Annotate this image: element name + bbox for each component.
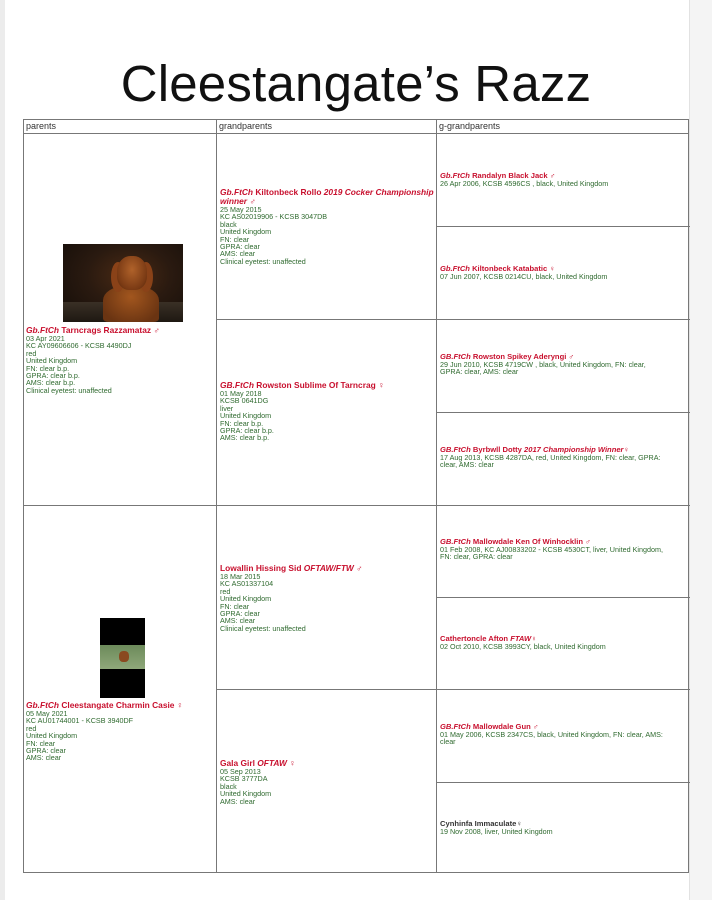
ggp-divider-2 <box>436 412 690 413</box>
ggrandparent-cell-7: GB.FtCh Mallowdale Gun ♂ 01 May 2006, KCSB 2347CS, black, United Kingdom, FN: clear, AMS: clear <box>440 722 663 747</box>
ggrandparent-cell-6: Cathertoncle Afton FTAW♀ 02 Oct 2010, KCSB 3993CY, black, United Kingdom <box>440 634 606 651</box>
page-title: Cleestangate’s Razz <box>120 55 592 112</box>
ggrandparent-cell-2: Gb.FtCh Kiltonbeck Katabatic ♀ 07 Jun 2007, KCSB 0214CU, black, United Kingdom <box>440 264 608 281</box>
ggp-divider-a <box>436 319 690 320</box>
parent-divider <box>24 505 216 506</box>
dam-photo <box>100 618 145 698</box>
right-edge <box>689 0 712 900</box>
grandparent-cell-3: Lowallin Hissing Sid OFTAW/FTW ♂ 18 Mar 2015 KC AS01337104 red United Kingdom FN: clear GPRA: clear AMS: clear Clinical eyetest: unaffected <box>220 563 363 633</box>
grandparent-cell-2: GB.FtCh Rowston Sublime Of Tarncrag ♀ 01 May 2018 KCSB 0641DG liver United Kingdom FN: clear b.p. GPRA: clear b.p. AMS: clear b.p. <box>220 380 385 443</box>
left-edge <box>0 0 5 900</box>
ggrandparent-cell-8: Cynhinfa Immaculate♀ 19 Nov 2008, liver, United Kingdom <box>440 819 553 836</box>
pedigree-table <box>23 119 689 873</box>
header-ggrandparents: g-grandparents <box>439 121 501 131</box>
ggrandparent-cell-3: GB.FtCh Rowston Spikey Aderyngi ♂ 29 Jun 2010, KCSB 4719CW , black, United Kingdom, FN: clear, GPRA: clear, AMS: clear <box>440 352 646 377</box>
ggp-divider-1 <box>436 226 690 227</box>
ggrandparent-cell-5: GB.FtCh Mallowdale Ken Of Winhocklin ♂ 01 Feb 2008, KC AJ00833202 - KCSB 4530CT, liver, United Kingdom, FN: clear, GPRA: clear <box>440 537 663 562</box>
ggp-divider-4 <box>436 782 690 783</box>
ggrandparent-cell-4: GB.FtCh Byrbwll Dotty 2017 Championship Winner♀ 17 Aug 2013, KCSB 4287DA, red, United Kingdom, FN: clear, GPRA: clear, AMS: clear <box>440 445 661 470</box>
ggp-divider-3 <box>436 597 690 598</box>
grandparent-cell-4: Gala Girl OFTAW ♀ 05 Sep 2013 KCSB 3777DA black United Kingdom AMS: clear <box>220 758 296 806</box>
col-divider-2 <box>436 120 437 872</box>
col-divider-1 <box>216 120 217 872</box>
sire-photo <box>63 244 183 322</box>
header-divider <box>24 133 688 134</box>
header-parents: parents <box>26 121 57 131</box>
header-grandparents: grandparents <box>219 121 273 131</box>
ggrandparent-cell-1: Gb.FtCh Randalyn Black Jack ♂ 26 Apr 2006, KCSB 4596CS , black, United Kingdom <box>440 171 609 188</box>
dam-cell: Gb.FtCh Cleestangate Charmin Casie ♀ 05 May 2021 KC AU01744001 - KCSB 3940DF red United Kingdom FN: clear GPRA: clear AMS: clear <box>26 700 184 763</box>
grandparent-cell-1: Gb.FtCh Kiltonbeck Rollo 2019 Cocker Championship winner ♂ 25 May 2015 KC AS02019906 - KCSB 3047DB black United Kingdom FN: clear GPRA: clear AMS: clear Clinical eyetest: unaffected <box>220 187 434 266</box>
gp-divider-2 <box>216 505 690 506</box>
sire-cell: Gb.FtCh Tarncrags Razzamataz ♂ 03 Apr 2021 KC AY09606606 - KCSB 4490DJ red United Kingdom FN: clear b.p. GPRA: clear b.p. AMS: clear b.p. Clinical eyetest: unaffected <box>26 325 160 395</box>
gp-divider-3 <box>216 689 690 690</box>
gp-divider-1 <box>216 319 436 320</box>
